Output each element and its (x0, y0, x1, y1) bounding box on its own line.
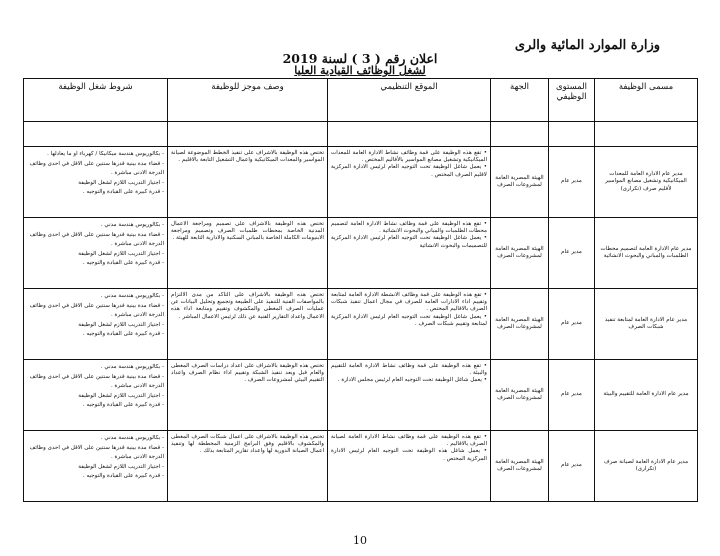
ministry-name: وزارة الموارد المائية والرى (514, 38, 660, 53)
table-spacer-row (24, 122, 698, 147)
position-item: • تقع هذه الوظيفة على قمة وظائف نشاط الادارة العامة لصيانة الصرف بالاقاليم . (331, 434, 487, 448)
condition-item: - اجتياز التدريب اللازم لشغل الوظيفة (27, 463, 164, 473)
job-entity: الهيئة المصرية العامة لمشروعات الصرف (491, 147, 549, 218)
job-conditions (24, 218, 168, 289)
jobs-table (23, 78, 698, 502)
page-number: 10 (353, 534, 367, 547)
condition-item: - اجتياز التدريب اللازم لشغل الوظيفة (27, 179, 164, 189)
condition-item: - قدرة كبيرة على القيادة والتوجيه . (27, 188, 164, 198)
position-item: • تقع هذه الوظيفة على قمة وظائف نشاط الادارة العامة للمعدات الميكانيكية وتشغيل مصانع المواسير بالأقاليم المختص . (331, 150, 487, 164)
condition-item: - اجتياز التدريب اللازم لشغل الوظيفة (27, 250, 164, 260)
condition-item: - اجتياز التدريب اللازم لشغل الوظيفة (27, 321, 164, 331)
job-row (24, 147, 698, 218)
col-header-name: مسمى الوظيفة (595, 79, 698, 122)
position-item: • يعمل شاغل الوظيفة تحت التوجيه العام لرئيس الادارة المركزية للتصميمات والبحوث الانشائية (331, 235, 487, 249)
position-item: • تقع هذه الوظيفة على قمة وظائف نشاط الادارة العامة لتصميم محطات الطلمبات والمباني والبحوث الانشائية . (331, 221, 487, 235)
job-level: مدير عام (549, 218, 595, 289)
job-position (328, 218, 491, 289)
col-header-description: وصف موجز للوظيفة (168, 79, 328, 122)
condition-item: - بكالوريوس هندسة مدني . (27, 292, 164, 302)
job-entity: الهيئة المصرية العامة لمشروعات الصرف (491, 360, 549, 431)
col-header-entity: الجهة (491, 79, 549, 122)
announcement-subject: لشغل الوظائف القيادية العليا (294, 64, 426, 77)
condition-item: - بكالوريوس هندسة مدني . (27, 363, 164, 373)
job-row (24, 431, 698, 502)
job-title: مدير عام الادارة العامة لصيانة صرف (تكرارى) (595, 431, 698, 502)
position-item: • تقع هذه الوظيفة على قمة وظائف نشاط الادارة العامة للتقييم والبيئة . (331, 363, 487, 377)
condition-item: - قدرة كبيرة على القيادة والتوجيه . (27, 259, 164, 269)
condition-item: - بكالوريوس هندسة مدني . (27, 434, 164, 444)
job-title: مدير عام الادارة العامة للتقييم والبيئة (595, 360, 698, 431)
condition-item: - بكالوريوس هندسة ميكانيكا / كهرباء او ما يعادلها . (27, 150, 164, 160)
job-position (328, 360, 491, 431)
job-position (328, 147, 491, 218)
condition-item: - قضاء مدة بينية قدرها سنتين على الاقل في احدى وظائف الدرجة الادنى مباشرة . (27, 444, 164, 463)
condition-item: - قضاء مدة بينية قدرها سنتين على الاقل في احدى وظائف الدرجة الادنى مباشرة . (27, 160, 164, 179)
job-level: مدير عام (549, 147, 595, 218)
job-description: تختص هذه الوظيفة بالاشراف على تصميم ومراجعة الاعمال المدنية الخاصة بمحطات طلمبات الصرف وتصميم ومراجعة الابنيومات الكاملة الخاصة بالمباني السكنية والادارية التابعة للهيئة . (168, 218, 328, 289)
job-position (328, 431, 491, 502)
condition-item: - قدرة كبيرة على القيادة والتوجيه . (27, 401, 164, 411)
job-description: تختص هذه الوظيفة بالاشراف على تنفيذ الخطط الموضوعة لصيانة المواسير والمعدات الميكانيكية واعمال التشغيل التابعة بالاقليم . (168, 147, 328, 218)
job-level: مدير عام (549, 431, 595, 502)
job-level: مدير عام (549, 360, 595, 431)
col-header-level: المستوى الوظيفي (549, 79, 595, 122)
job-conditions (24, 431, 168, 502)
job-title: مدير عام الادارة العامة للمعدات الميكانيكية وتشغيل مصانع المواسير لأقليم صرف (تكرارى) (595, 147, 698, 218)
announcement-title: اعلان رقم ( 3 ) لسنة 2019 (282, 51, 438, 66)
job-entity: الهيئة المصرية العامة لمشروعات الصرف (491, 289, 549, 360)
position-item: • يعمل شاغل الوظيفة تحت التوجيه العام لرئيس الادارة المركزية لاقليم الصرف المختص . (331, 164, 487, 178)
condition-item: - قضاء مدة بينية قدرها سنتين على الاقل في احدى وظائف الدرجة الادنى مباشرة . (27, 231, 164, 250)
position-item: • يعمل شاغل الوظيفة تحت التوجيه العام لرئيس مجلس الادارة . (331, 377, 487, 384)
job-conditions (24, 147, 168, 218)
job-entity: الهيئة المصرية العامة لمشروعات الصرف (491, 431, 549, 502)
condition-item: - قدرة كبيرة على القيادة والتوجيه . (27, 472, 164, 482)
condition-item: - بكالوريوس هندسة مدني . (27, 221, 164, 231)
condition-item: - قضاء مدة بينية قدرها سنتين على الاقل في احدى وظائف الدرجة الادنى مباشرة . (27, 373, 164, 392)
position-item: • تقع هذه الوظيفة على قمة وظائف الانشطة الادارة العامة لمتابعة وتقييم اداء الادارات العامة للصرف في مجال اعمال تنفيذ شبكات الصرف بالاقاليم المختص . (331, 292, 487, 314)
job-row (24, 289, 698, 360)
position-item: • يعمل شاغل الوظيفة تحت التوجيه العام لرئيس الادارة المركزية لمتابعة وتقييم شبكات الصرف . (331, 314, 487, 328)
job-title: مدير عام الادارة العامة لتصميم محطات الطلمبات والمباني والبحوث الانشائية (595, 218, 698, 289)
job-description: تختص هذه الوظيفة بالاشراف على اعداد دراسات الصرف المغطى والعام قبل وبعد تنفيذ الشبكة وتقييم اداء نظام الصرف واعداد التقييم البيئي لمشروعات الصرف . (168, 360, 328, 431)
col-header-conditions: شروط شغل الوظيفة (24, 79, 168, 122)
table-header-row (24, 79, 698, 122)
condition-item: - اجتياز التدريب اللازم لشغل الوظيفة (27, 392, 164, 402)
position-item: • يعمل شاغل هذه الوظيفة تحت التوجيه العام لرئيس الادارة المركزية المختص . (331, 448, 487, 462)
job-position (328, 289, 491, 360)
job-conditions (24, 360, 168, 431)
job-row (24, 218, 698, 289)
col-header-position: الموقع التنظيمي (328, 79, 491, 122)
job-description: تختص هذه الوظيفة بالاشراف على التاكد من مدى الالتزام بالمواصفات الفنية للتنفيذ على الطبيعة وتجميع وتحليل البيانات عن عمليات الصرف المغطى والمكشوف وتقييم ومتابعة اداء هذه الاعمال واعداد التقارير الفنية عن ذلك لرئيس الاعمال المباشر . (168, 289, 328, 360)
job-conditions (24, 289, 168, 360)
job-title: مدير عام الادارة العامة لمتابعة تنفيذ شبكات الصرف (595, 289, 698, 360)
job-level: مدير عام (549, 289, 595, 360)
condition-item: - قدرة كبيرة على القيادة والتوجيه . (27, 330, 164, 340)
job-row (24, 360, 698, 431)
condition-item: - قضاء مدة بينية قدرها سنتين على الاقل في احدى وظائف الدرجة الادنى مباشرة . (27, 302, 164, 321)
job-description: تختص هذه الوظيفة بالاشراف على اعمال شبكات الصرف المغطى والمكشوف بالاقليم وفق البرامج الزمنية المخططة لها وتنفيذ اعمال الصيانة الدورية لها واعداد تقارير المتابعة بذلك . (168, 431, 328, 502)
job-entity: الهيئة المصرية العامة لمشروعات الصرف (491, 218, 549, 289)
